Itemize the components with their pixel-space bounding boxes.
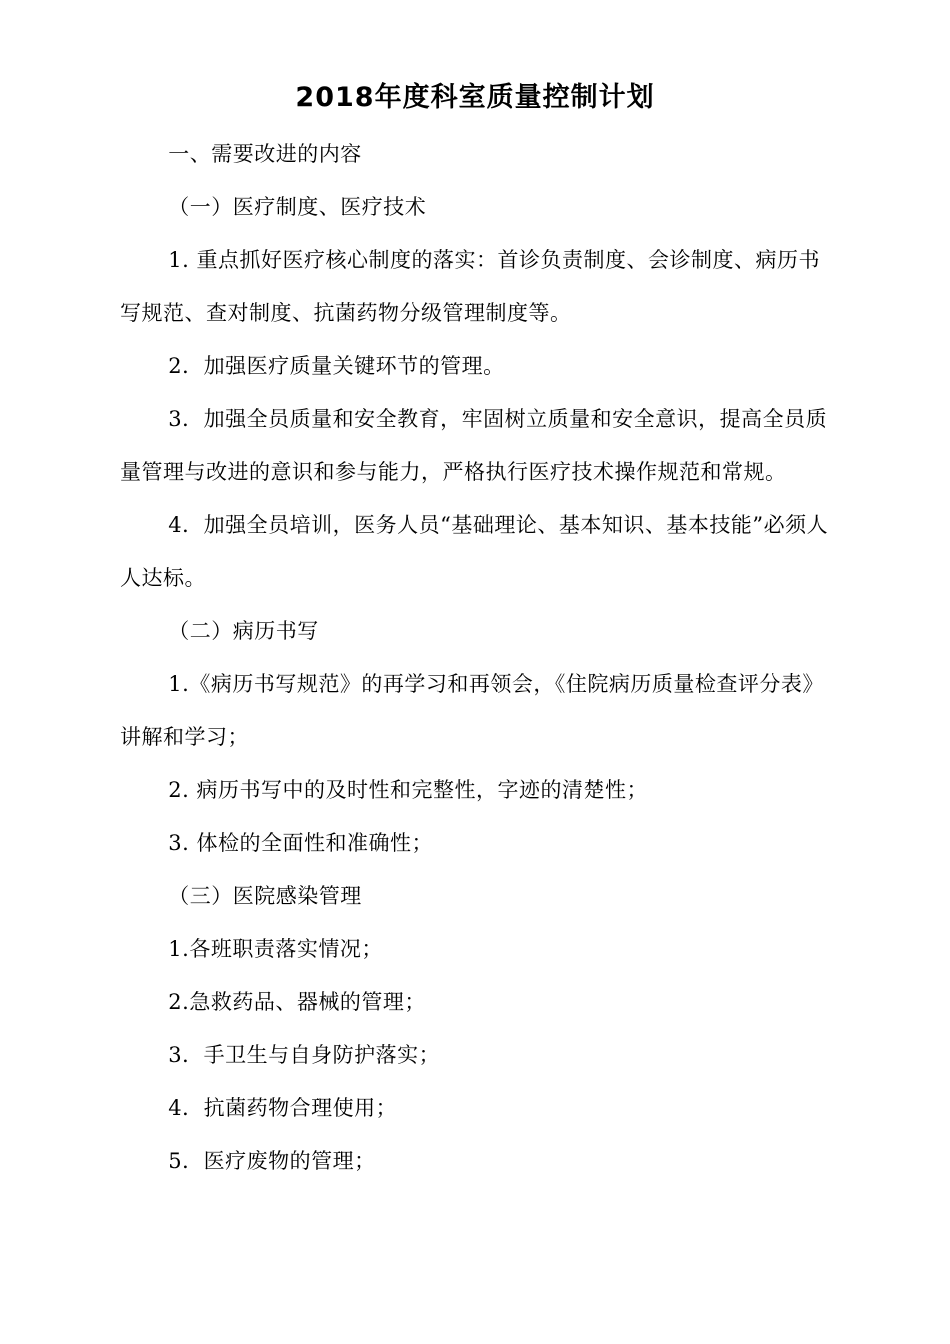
paragraph-item: 4．抗菌药物合理使用； — [168, 1096, 398, 1120]
document-title: 2018年度科室质量控制计划 — [295, 82, 655, 113]
paragraph-item: 3. 体检的全面性和准确性； — [168, 831, 434, 855]
paragraph-item: 5．医疗废物的管理； — [168, 1149, 376, 1173]
section-heading-improvements: 一、需要改进的内容 — [168, 142, 362, 166]
paragraph-item: 1.各班职责落实情况； — [168, 937, 383, 961]
paragraph-item: 1.《病历书写规范》的再学习和再领会，《住院病历质量检查评分表》讲解和学习； — [120, 672, 824, 749]
subsection-infection-control: （三）医院感染管理 — [168, 884, 362, 908]
subsection-medical-systems: （一）医疗制度、医疗技术 — [168, 195, 427, 219]
paragraph-item: 4．加强全员培训，医务人员“基础理论、基本知识、基本技能”必须人人达标。 — [120, 513, 829, 590]
paragraph-item: 1. 重点抓好医疗核心制度的落实：首诊负责制度、会诊制度、病历书写规范、查对制度、抗菌药物分级管理制度等。 — [120, 248, 821, 325]
paragraph-item: 2. 病历书写中的及时性和完整性，字迹的清楚性； — [168, 778, 649, 802]
paragraph-item: 3．加强全员质量和安全教育，牢固树立质量和安全意识，提高全员质量管理与改进的意识和参与能力，严格执行医疗技术操作规范和常规。 — [120, 407, 828, 484]
paragraph-item: 2.急救药品、器械的管理； — [168, 990, 426, 1014]
paragraph-item: 2．加强医疗质量关键环节的管理。 — [168, 354, 505, 378]
document-body — [120, 128, 836, 1188]
paragraph-item: 3．手卫生与自身防护落实； — [168, 1043, 441, 1067]
subsection-medical-records: （二）病历书写 — [168, 619, 319, 643]
